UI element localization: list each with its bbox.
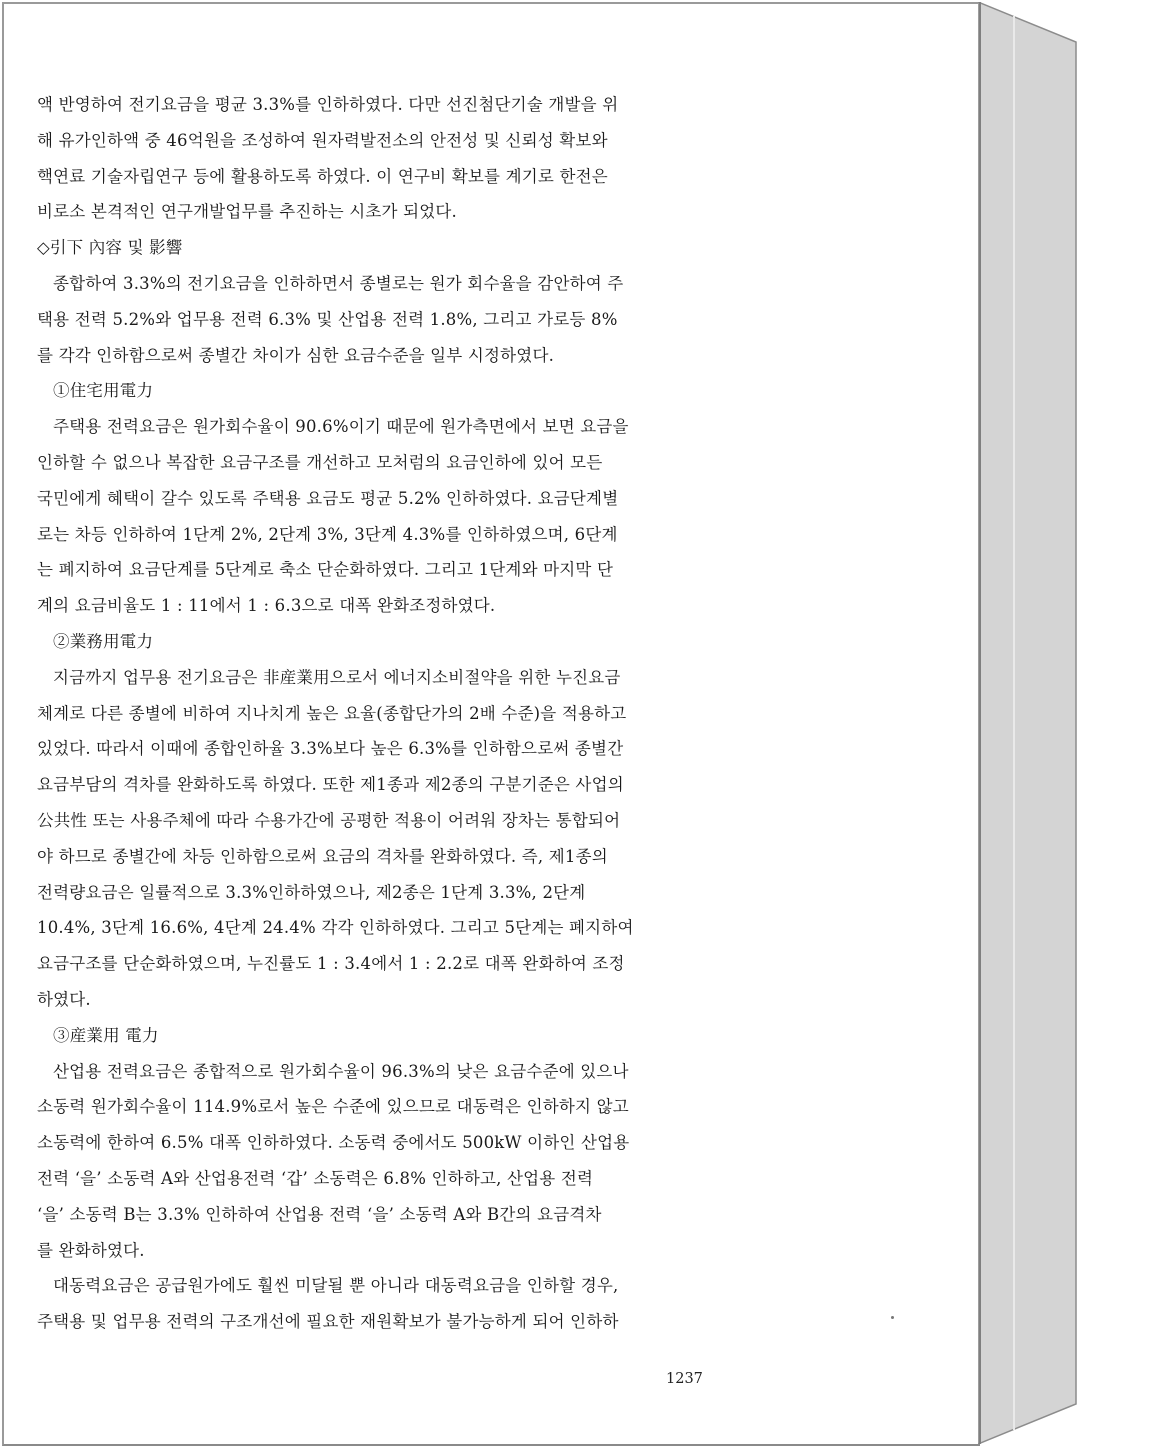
text-line: 액 반영하여 전기요금을 평균 3.3%를 인하하였다. 다만 선진첨단기술 개발을 위 [37, 95, 619, 114]
text-line: 해 유가인하액 중 46억원을 조성하여 원자력발전소의 안전성 및 신뢰성 확보와 [37, 130, 608, 150]
text-line: 핵연료 기술자립연구 등에 활용하도록 하였다. 이 연구비 확보를 계기로 한전은 [37, 166, 608, 186]
text-line: 소동력 원가회수율이 114.9%로서 높은 수준에 있으므로 대동력은 인하하지 않고 [37, 1097, 629, 1117]
text-line: 전력 ‘을’ 소동력 A와 산업용전력 ‘갑’ 소동력은 6.8% 인하하고, 산업용 전력 [37, 1168, 594, 1188]
text-line: 하였다. [37, 989, 91, 1009]
book-edge-decoration [978, 2, 1078, 1444]
text-line: 公共性 또는 사용주체에 따라 수용가간에 공평한 적용이 어려워 장차는 통합되어 [37, 810, 621, 830]
text-line: 전력량요금은 일률적으로 3.3%인하하였으나, 제2종은 1단계 3.3%, 2단계 [37, 882, 586, 902]
text-line: 는 폐지하여 요금단계를 5단계로 축소 단순화하였다. 그리고 1단계와 마지막 단 [37, 560, 614, 580]
text-line: 지금까지 업무용 전기요금은 非産業用으로서 에너지소비절약을 위한 누진요금 [53, 667, 621, 687]
text-line: 를 완화하였다. [37, 1240, 145, 1260]
body-text [37, 94, 701, 1347]
document-page [2, 2, 980, 1446]
text-line: 대동력요금은 공급원가에도 훨씬 미달될 뿐 아니라 대동력요금을 인하할 경우, [53, 1276, 619, 1296]
text-line: 택용 전력 5.2%와 업무용 전력 6.3% 및 산업용 전력 1.8%, 그리고 가로등 8% [37, 309, 618, 329]
section-heading: ◇引下 內容 및 影響 [37, 238, 183, 258]
text-line: 비로소 본격적인 연구개발업무를 추진하는 시초가 되었다. [37, 202, 458, 222]
text-line: 로는 차등 인하하여 1단계 2%, 2단계 3%, 3단계 4.3%를 인하하였으며, 6단계 [37, 524, 618, 544]
text-line: 요금구조를 단순화하였으며, 누진률도 1 : 3.4에서 1 : 2.2로 대폭 완화하여 조정 [37, 954, 625, 974]
text-line: 계의 요금비율도 1 : 11에서 1 : 6.3으로 대폭 완화조정하였다. [37, 596, 496, 616]
scan-speck [891, 1316, 894, 1319]
text-line: 야 하므로 종별간에 차등 인하함으로써 요금의 격차를 완화하였다. 즉, 제1종의 [37, 846, 608, 866]
text-line: 산업용 전력요금은 종합적으로 원가회수율이 96.3%의 낮은 요금수준에 있으나 [53, 1061, 629, 1081]
text-line: 요금부담의 격차를 완화하도록 하였다. 또한 제1종과 제2종의 구분기준은 사업의 [37, 775, 624, 795]
text-line: 있었다. 따라서 이때에 종합인하율 3.3%보다 높은 6.3%를 인하함으로써 종별간 [37, 739, 624, 759]
book-spine-edge [978, 2, 1076, 1444]
text-line: 국민에게 혜택이 갈수 있도록 주택용 요금도 평균 5.2% 인하하였다. 요금단계별 [37, 488, 619, 508]
text-line: 종합하여 3.3%의 전기요금을 인하하면서 종별로는 원가 회수율을 감안하여 주 [53, 273, 624, 293]
text-line: 를 각각 인하함으로써 종별간 차이가 심한 요금수준을 일부 시정하였다. [37, 345, 555, 365]
text-line: 주택용 전력요금은 원가회수율이 90.6%이기 때문에 원가측면에서 보면 요금을 [53, 417, 629, 437]
text-line: 주택용 및 업무용 전력의 구조개선에 필요한 재원확보가 불가능하게 되어 인하하 [37, 1312, 619, 1332]
subsection-heading: ②業務用電力 [53, 631, 154, 651]
text-line: 인하할 수 없으나 복잡한 요금구조를 개선하고 모처럼의 요금인하에 있어 모든 [37, 452, 603, 472]
page-number: 1237 [666, 1371, 703, 1387]
text-line: 소동력에 한하여 6.5% 대폭 인하하였다. 소동력 중에서도 500kW 이하인 산업용 [37, 1133, 630, 1153]
text-line: ‘을’ 소동력 B는 3.3% 인하하여 산업용 전력 ‘을’ 소동력 A와 B간의 요금격차 [37, 1204, 602, 1224]
text-line: 체계로 다른 종별에 비하여 지나치게 높은 요율(종합단가의 2배 수준)을 적용하고 [37, 703, 627, 723]
subsection-heading: ③産業用 電力 [53, 1025, 159, 1045]
subsection-heading: ①住宅用電力 [53, 381, 154, 401]
text-line: 10.4%, 3단계 16.6%, 4단계 24.4% 각각 인하하였다. 그리고 5단계는 폐지하여 [37, 918, 634, 938]
